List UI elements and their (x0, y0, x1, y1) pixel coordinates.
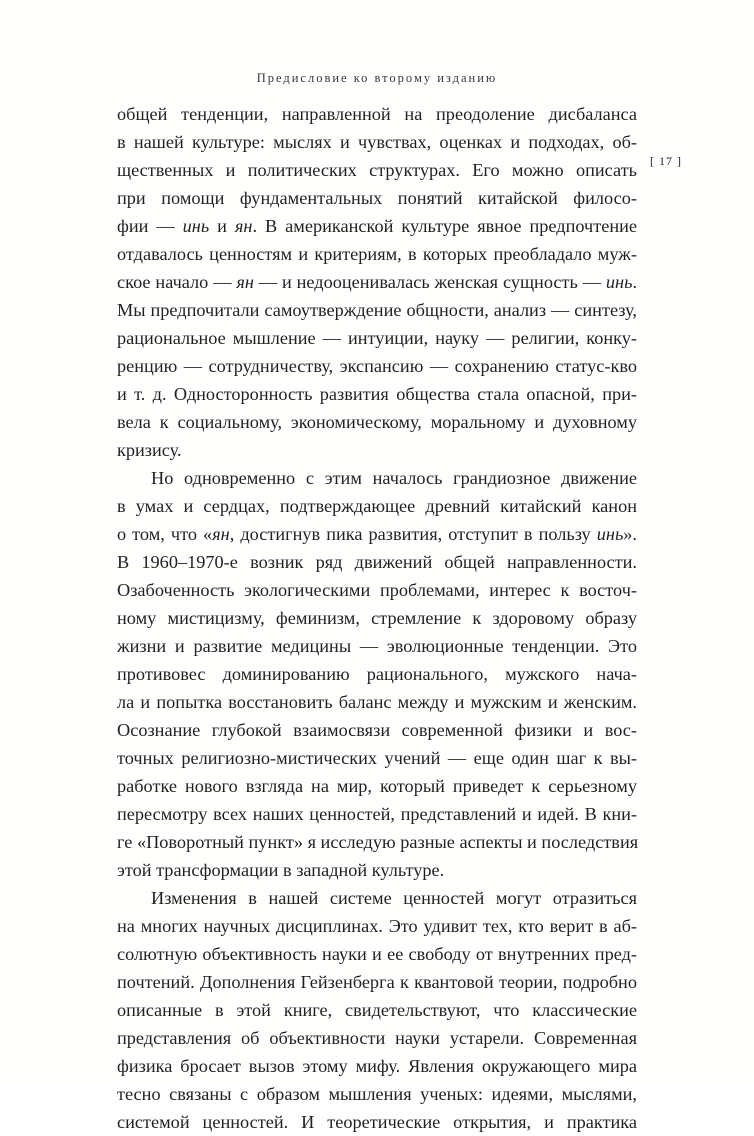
italic-term: ян (234, 216, 253, 236)
text-line: точных религиозно-мистических учений — еще один шаг к вы- (117, 748, 637, 768)
text-line: физика бросает вызов этому мифу. Явления окружающего мира (117, 1056, 637, 1076)
text-line: ла и попытка восстановить баланс между и мужским и женским. (117, 692, 637, 712)
text-line: кризису. (117, 440, 182, 460)
text-line: общей тенденции, направленной на преодоление дисбаланса (117, 104, 637, 124)
text-line: рациональное мышление — интуиции, науку — религии, конку- (117, 328, 637, 348)
text-line: ге «Поворотный пункт» я исследую разные аспекты и последствия (117, 832, 639, 852)
page-number: [ 17 ] (650, 154, 682, 168)
italic-term: ян (236, 272, 254, 292)
italic-term: ян (212, 524, 230, 544)
text-line: в нашей культуре: мыслях и чувствах, оценках и подходах, об- (117, 132, 637, 152)
italic-term: инь (605, 272, 633, 292)
text-line: на многих научных дисциплинах. Это удивит тех, кто верит в аб- (117, 916, 637, 936)
text-line: описанные в этой книге, свидетельствуют, что классические (117, 1000, 637, 1020)
text-line: системой ценностей. И теоретические открытия, и практика (117, 1112, 637, 1132)
text-line: Мы предпочитали самоутверждение общности, анализ — синтезу, (117, 300, 637, 320)
italic-term: инь (596, 524, 624, 544)
text-line: щественных и политических структурах. Его можно описать (117, 160, 637, 180)
text-line: В 1960–1970-е возник ряд движений общей направленности. (117, 552, 637, 572)
text-line: Осознание глубокой взаимосвязи современной физики и вос- (117, 720, 637, 740)
text-line: о том, что «ян, достигнув пика развития, отступит в пользу инь». (117, 524, 637, 544)
text-line: фии — инь и ян. В американской культуре явное предпочтение (117, 216, 637, 236)
running-head: Предисловие ко второму изданию (256, 71, 498, 85)
text-line: отдавалось ценностям и критериям, в которых преобладало муж- (117, 244, 637, 264)
text-line: при помощи фундаментальных понятий китайской филосо- (117, 188, 637, 208)
text-line: тесно связаны с образом мышления ученых: идеями, мыслями, (117, 1084, 637, 1104)
text-line: этой трансформации в западной культуре. (117, 860, 445, 880)
text-line: ренцию — сотрудничеству, экспансию — сохранению статус-кво (117, 356, 637, 376)
text-line: и т. д. Односторонность развития общества стала опасной, при- (117, 384, 637, 404)
text-line: работке нового взгляда на мир, который приведет к серьезному (117, 776, 637, 796)
text-line: противовес доминированию рационального, мужского нача- (117, 664, 637, 684)
text-line: жизни и развитие медицины — эволюционные тенденции. Это (117, 636, 637, 656)
text-line: ному мистицизму, феминизм, стремление к здоровому образу (117, 608, 637, 628)
text-line: почтений. Дополнения Гейзенберга к квантовой теории, подробно (117, 972, 637, 992)
text-line: Но одновременно с этим началось грандиозное движение (151, 468, 637, 488)
text-line: ское начало — ян — и недооценивалась женская сущность — инь. (117, 272, 638, 292)
text-line: в умах и сердцах, подтверждающее древний китайский канон (117, 496, 637, 516)
text-line: вела к социальному, экономическому, моральному и духовному (117, 412, 637, 432)
text-line: Озабоченность экологическими проблемами, интерес к восточ- (117, 580, 637, 600)
text-line: представления об объективности науки устарели. Современная (117, 1028, 637, 1048)
text-line: Изменения в нашей системе ценностей могут отразиться (151, 888, 637, 908)
italic-term: инь (182, 216, 210, 236)
text-line: пересмотру всех наших ценностей, представлений и идей. В кни- (117, 804, 637, 824)
body-text (117, 100, 637, 1136)
text-line: солютную объективность науки и ее свободу от внутренних пред- (117, 944, 637, 964)
